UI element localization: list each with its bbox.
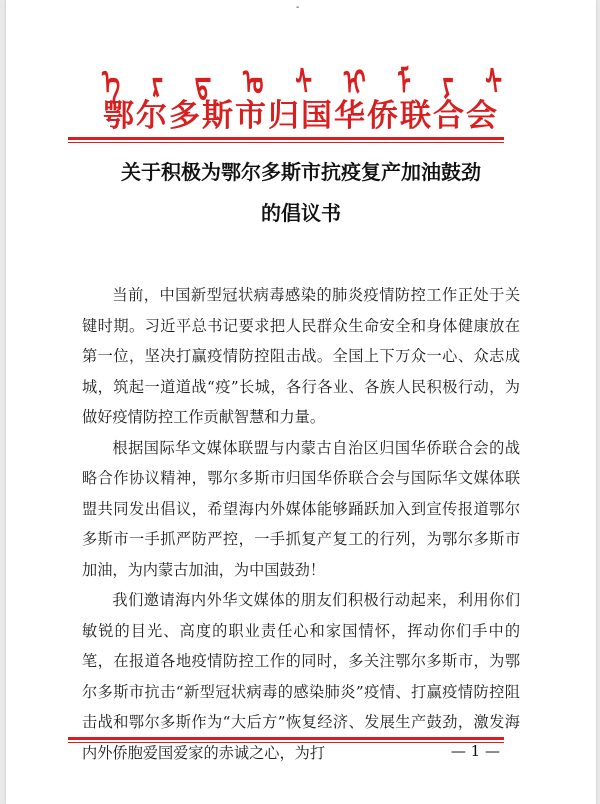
document-title-line2: 的倡议书 (261, 201, 341, 225)
header-divider-thick (68, 137, 504, 140)
header-divider-thin (68, 142, 504, 143)
footer-divider-thin (68, 742, 504, 743)
mongolian-glyph: ᠢ (343, 62, 366, 104)
page-number: — 1 — (450, 742, 500, 760)
mongolian-glyph: ᠰ (295, 62, 312, 104)
mongolian-script-header (102, 55, 502, 104)
mongolian-glyph: ᠣ (243, 62, 264, 104)
mongolian-glyph: ᠮ (397, 62, 411, 104)
document-body (82, 280, 520, 768)
mongolian-glyph: ᠰ (485, 62, 502, 104)
mongolian-glyph: ᠶ (442, 62, 454, 104)
footer-divider-thick (68, 737, 504, 740)
top-mark: - (296, 2, 300, 13)
document-title-line1: 关于积极为鄂尔多斯市抗疫复产加油鼓劲 (121, 160, 481, 184)
paragraph-2: 根据国际华文媒体联盟与内蒙古自治区归国华侨联合会的战略合作协议精神，鄂尔多斯市归国华侨联合会与国际华文媒体联盟共同发出倡议，希望海内外媒体能够踊跃加入到宣传报道鄂尔多斯市一手抓严防严控，一手抓复产复工的行列，为鄂尔多斯市加油，为内蒙古加油，为中国鼓劲！ (82, 438, 520, 579)
mongolian-glyph: ᠷ (151, 62, 163, 104)
document-page (6, 0, 596, 804)
organization-title: 鄂尔多斯市归国华侨联合会 (103, 98, 499, 134)
paragraph-1: 当前，中国新型冠状病毒感染的肺炎疫情防控工作正处于关键时期。习近平总书记要求把人民群众生命安全和身体健康放在第一位，坚决打赢疫情防控阻击战。全国上下万众一心、众志成城，筑起一道道战“疫”长城，各行各业、各族人民积极行动，为做好疫情防控工作贡献智慧和力量。 (82, 286, 520, 426)
mongolian-glyph: ᠳ (194, 62, 212, 104)
paragraph-3: 我们邀请海内外华文媒体的朋友们积极行动起来，利用你们敏锐的目光、高度的职业责任心和家国情怀，挥动你们手中的笔，在报道各地疫情防控工作的同时，多关注鄂尔多斯市，为鄂尔多斯市抗击“新型冠状病毒的感染肺炎”疫情、打赢疫情防控阻击战和鄂尔多斯作为“大后方”恢复经济、发展生产鼓劲，激发海内外侨胞爱国爱家的赤诚之心，为打 (82, 591, 520, 762)
mongolian-glyph: ᠡ (102, 62, 121, 104)
